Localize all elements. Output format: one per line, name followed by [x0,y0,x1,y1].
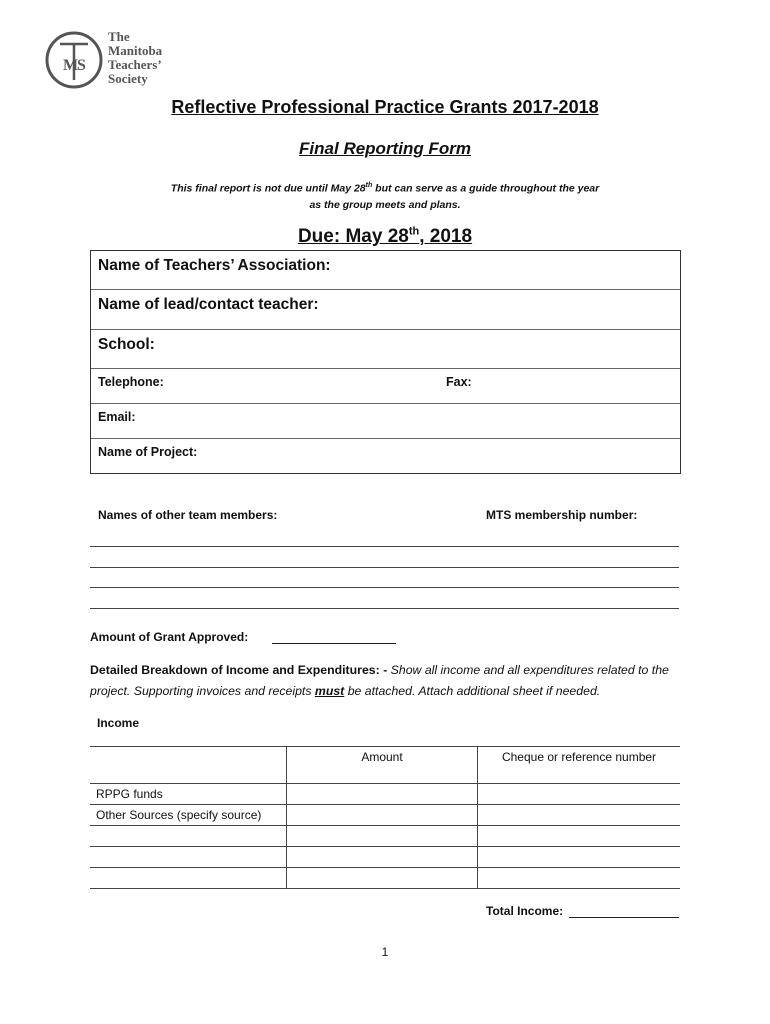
team-member-line[interactable] [90,587,679,588]
reference-cell[interactable] [478,826,681,847]
amount-cell[interactable] [287,805,478,826]
mts-number-header: MTS membership number: [486,508,638,522]
table-header-row [90,747,680,784]
form-subtitle: Final Reporting Form [299,139,471,158]
table-row [90,826,680,847]
telephone-fax-field[interactable] [91,369,680,404]
svg-text:M: M [63,57,79,74]
row-label: RPPG funds [90,784,287,805]
page-title: Reflective Professional Practice Grants 2017-2018 [171,97,599,117]
amount-cell[interactable] [287,784,478,805]
grant-amount-label: Amount of Grant Approved: [90,630,249,644]
team-members-header: Names of other team members: [98,508,278,522]
table-row [90,784,680,805]
reference-cell[interactable] [478,868,681,889]
row-label: Other Sources (specify source) [90,805,287,826]
reference-cell[interactable] [478,784,681,805]
email-label: Email: [98,410,136,424]
amount-cell[interactable] [287,868,478,889]
team-member-line[interactable] [90,567,679,568]
total-income-label: Total Income: [486,904,564,918]
breakdown-instructions: Detailed Breakdown of Income and Expenditures: - Show all income and all expenditures related to the project. Supporting invoices and receipts must be attached. Attach additional sheet if needed. [90,663,669,698]
reference-cell[interactable] [478,805,681,826]
due-note: This final report is not due until May 28th but can serve as a guide throughout the year as the group meets and plans. [170,182,600,211]
fax-label: Fax: [446,375,472,389]
column-header [90,747,287,784]
table-row [90,847,680,868]
team-member-line[interactable] [90,546,679,547]
row-label[interactable] [90,826,287,847]
grant-amount-blank[interactable] [272,643,396,644]
due-date: Due: May 28th, 2018 [297,226,473,248]
school-label: School: [98,336,155,353]
logo-wordmark: The Manitoba Teachers’ Society [108,29,163,86]
table-row [90,868,680,889]
school-field[interactable] [91,330,680,369]
team-member-line[interactable] [90,608,679,609]
row-label[interactable] [90,847,287,868]
svg-text:S: S [77,57,86,74]
association-label: Name of Teachers’ Association: [98,257,331,274]
column-header-amount: Amount [287,747,478,784]
amount-cell[interactable] [287,847,478,868]
income-table [90,746,680,889]
table-row [90,805,680,826]
mts-logo-mark [44,30,104,90]
lead-teacher-label: Name of lead/contact teacher: [98,296,319,313]
association-field[interactable] [91,251,680,290]
row-label[interactable] [90,868,287,889]
telephone-label: Telephone: [98,375,164,389]
page-number: 1 [381,945,389,959]
email-field[interactable] [91,404,680,439]
column-header-reference: Cheque or reference number [478,747,681,784]
project-name-field[interactable] [91,439,680,473]
project-label: Name of Project: [98,445,198,459]
income-header: Income [97,716,140,730]
contact-info-box [90,250,681,474]
reference-cell[interactable] [478,847,681,868]
lead-teacher-field[interactable] [91,290,680,330]
total-income-blank[interactable] [569,917,679,918]
amount-cell[interactable] [287,826,478,847]
